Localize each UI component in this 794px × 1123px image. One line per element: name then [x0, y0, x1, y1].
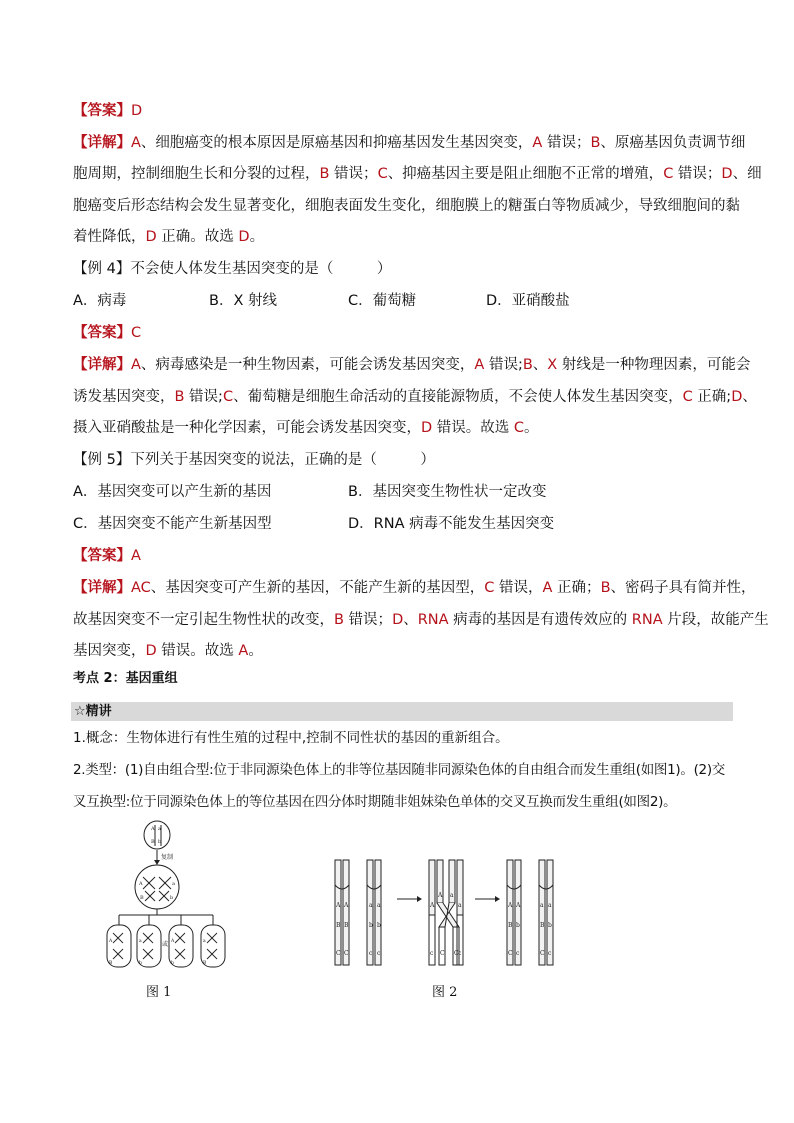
svg-text:a: a — [158, 826, 161, 832]
svg-text:a: a — [203, 939, 206, 944]
svg-text:a: a — [377, 902, 381, 909]
types-line-1: 2.类型：(1)自由组合型:位于非同源染色体上的非等位基因随非同源染色体的自由组合而发生重组(如图1)。(2)交 — [73, 762, 725, 778]
svg-text:A: A — [508, 902, 513, 909]
svg-text:c: c — [516, 950, 520, 957]
svg-text:A: A — [151, 826, 155, 832]
svg-text:B: B — [540, 922, 545, 929]
svg-text:c: c — [369, 950, 373, 957]
figure-2-diagram — [325, 855, 560, 970]
detail-ex4-line-1: 【详解】A、病毒感染是一种生物因素，可能会诱发基因突变，A 错误;B、X 射线是一种物理因素，可能会 — [73, 357, 751, 373]
svg-text:C: C — [454, 950, 459, 957]
svg-text:b: b — [369, 922, 373, 929]
svg-text:a: a — [548, 902, 552, 909]
svg-text:B: B — [109, 961, 113, 966]
detail-ex5-line-3: 基因突变，D 错误。故选 A。 — [73, 643, 263, 659]
svg-text:A: A — [516, 902, 521, 909]
svg-text:a: a — [540, 902, 544, 909]
svg-text:C: C — [540, 950, 545, 957]
svg-text:b: b — [548, 922, 552, 929]
ex4-option-a: A．病毒 — [73, 293, 127, 309]
ex5-stem: 【例 5】下列关于基因突变的说法，正确的是（ ） — [73, 452, 435, 468]
svg-text:c: c — [548, 950, 552, 957]
detail-ex3-line-1: 【详解】A、细胞癌变的根本原因是原癌基因和抑癌基因发生基因突变，A 错误；B、原癌基因负责调节细 — [73, 135, 746, 151]
svg-text:b: b — [171, 961, 174, 966]
svg-text:B: B — [140, 895, 144, 901]
detail-ex3-line-2: 胞周期，控制细胞生长和分裂的过程，B 错误；C、抑癌基因主要是阻止细胞不正常的增殖，C 错误；D、细 — [73, 166, 762, 182]
svg-text:C: C — [344, 950, 349, 957]
types-line-2: 叉互换型:位于同源染色体上的等位基因在四分体时期随非姐妹染色单体的交叉互换而发生重组(如图2)。 — [73, 794, 677, 810]
svg-text:c: c — [430, 950, 434, 957]
ex5-option-b: B．基因突变生物性状一定改变 — [348, 484, 547, 500]
detail-ex4-line-2: 诱发基因突变，B 错误;C、葡萄糖是细胞生命活动的直接能源物质，不会使人体发生基因突变，C 正确;D、 — [73, 389, 757, 405]
svg-text:C: C — [508, 950, 513, 957]
ex4-option-c: C．葡萄糖 — [348, 293, 417, 309]
ex4-option-b: B．X 射线 — [209, 293, 277, 309]
answer-ex5: 【答案】A — [73, 548, 141, 564]
svg-text:B: B — [336, 922, 341, 929]
detail-ex3-line-3: 胞癌变后形态结构会发生显著变化，细胞表面发生变化，细胞膜上的糖蛋白等物质减少，导致细胞间的黏 — [73, 198, 740, 214]
svg-text:a: a — [139, 939, 142, 944]
svg-text:b: b — [516, 922, 520, 929]
svg-text:B: B — [203, 961, 207, 966]
ex4-stem: 【例 4】不会使人体发生基因突变的是（ ） — [73, 261, 392, 277]
concept-line: 1.概念：生物体进行有性生殖的过程中,控制不同性状的基因的重新组合。 — [73, 730, 509, 746]
svg-text:A: A — [171, 939, 175, 944]
svg-text:A: A — [139, 881, 143, 887]
svg-text:b: b — [377, 922, 381, 929]
svg-text:B: B — [508, 922, 513, 929]
section-title: 考点 2：基因重组 — [73, 671, 178, 686]
figure-2-caption: 图 2 — [432, 985, 458, 1000]
svg-text:a: a — [458, 902, 462, 909]
figure-1-copy-label: 复制 — [161, 854, 174, 861]
figure-1-diagram — [95, 815, 245, 975]
svg-text:A: A — [109, 939, 113, 944]
answer-ex3: 【答案】D — [73, 103, 143, 119]
svg-text:A: A — [430, 902, 435, 909]
figure-1-caption: 图 1 — [146, 985, 172, 1000]
answer-ex4: 【答案】C — [73, 325, 142, 341]
svg-text:c: c — [458, 950, 462, 957]
svg-text:a: a — [450, 892, 454, 899]
detail-ex4-line-3: 摄入亚硝酸盐是一种化学因素，可能会诱发基因突变，D 错误。故选 C。 — [73, 420, 539, 436]
svg-text:B: B — [151, 839, 155, 845]
ex5-option-c: C．基因突变不能产生新基因型 — [73, 516, 272, 532]
svg-text:A: A — [336, 902, 341, 909]
detail-ex5-line-2: 故基因突变不一定引起生物性状的改变，B 错误；D、RNA 病毒的基因是有遗传效应的 RNA 片段，故能产生 — [73, 612, 769, 628]
svg-text:a: a — [369, 902, 373, 909]
ex5-option-a: A．基因突变可以产生新的基因 — [73, 484, 272, 500]
svg-text:b: b — [158, 839, 162, 845]
svg-text:C: C — [440, 950, 445, 957]
ex4-option-d: D．亚硝酸盐 — [486, 293, 570, 309]
detail-ex5-line-1: 【详解】AC、基因突变可产生新的基因，不能产生新的基因型，C 错误，A 正确；B、密码子具有简并性， — [73, 580, 756, 596]
svg-text:c: c — [377, 950, 381, 957]
svg-text:A: A — [438, 892, 443, 899]
svg-text:a: a — [172, 881, 175, 887]
svg-text:b: b — [170, 895, 174, 901]
detail-ex3-line-4: 着性降低，D 正确。故选 D。 — [73, 229, 265, 245]
jingjiang-label: ☆精讲 — [74, 704, 112, 719]
svg-text:b: b — [139, 961, 142, 966]
svg-text:C: C — [336, 950, 341, 957]
ex5-option-d: D．RNA 病毒不能发生基因突变 — [348, 516, 555, 532]
svg-text:A: A — [344, 902, 349, 909]
figure-1-or-label: 或 — [162, 941, 169, 948]
jingjiang-banner — [71, 702, 733, 721]
svg-text:B: B — [344, 922, 349, 929]
